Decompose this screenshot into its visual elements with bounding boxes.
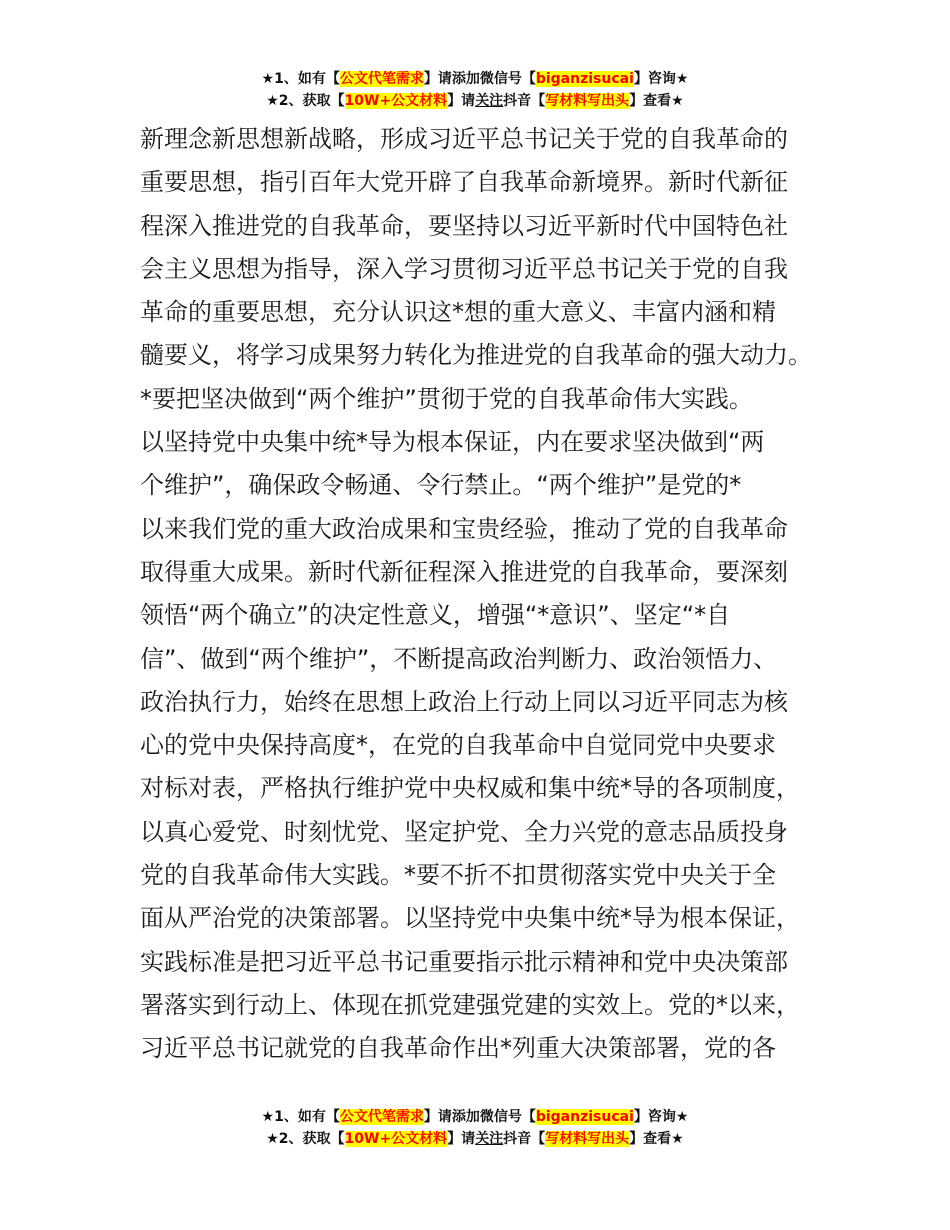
body-line: 程深入推进党的自我革命，要坚持以习近平新时代中国特色社 [140, 211, 788, 240]
body-line: 领悟“两个确立”的决定性意义，增强“*意识”、坚定“*自 [140, 601, 731, 630]
banner-text: ★2、获取【 [266, 93, 345, 109]
banner-text: 】请添加微信号【 [423, 71, 536, 87]
body-line: 以来我们党的重大政治成果和宝贵经验，推动了党的自我革命 [140, 514, 788, 543]
body-line: 以真心爱党、时刻忧党、坚定护党、全力兴党的意志品质投身 [140, 817, 788, 846]
body-line: 心的党中央保持高度*，在党的自我革命中自觉同党中央要求 [140, 731, 776, 760]
banner-highlight: 公文代笔需求 [339, 71, 424, 87]
banner-underline: 关注 [475, 1131, 504, 1147]
body-line: 重要思想，指引百年大党开辟了自我革命新境界。新时代新征 [140, 168, 788, 197]
banner-highlight-douyin: 写材料写出头 [545, 1131, 630, 1147]
banner-highlight: 公文代笔需求 [339, 1109, 424, 1125]
banner-highlight-douyin: 写材料写出头 [545, 93, 630, 109]
document-body [140, 118, 840, 1071]
banner-text: 抖音【 [503, 1131, 546, 1147]
body-line: 政治执行力，始终在思想上政治上行动上同以习近平同志为核 [140, 687, 788, 716]
banner-highlight-wechat-id: biganzisucai [535, 1109, 634, 1125]
body-line: 取得重大成果。新时代新征程深入推进党的自我革命，要深刻 [140, 557, 788, 586]
body-line: 会主义思想为指导，深入学习贯彻习近平总书记关于党的自我 [140, 254, 788, 283]
body-line: 新理念新思想新战略，形成习近平总书记关于党的自我革命的 [140, 125, 788, 153]
banner-text: ★1、如有【 [261, 71, 340, 87]
body-line: 髓要义，将学习成果努力转化为推进党的自我革命的强大动力。 [140, 341, 812, 370]
banner-line-2 [0, 1128, 950, 1150]
body-line: 党的自我革命伟大实践。*要不折不扣贯彻落实党中央关于全 [140, 861, 776, 890]
body-line: 习近平总书记就党的自我革命作出*列重大决策部署，党的各 [140, 1034, 776, 1063]
body-line: 署落实到行动上、体现在抓党建强党建的实效上。党的*以来， [140, 990, 800, 1019]
banner-underline: 关注 [475, 93, 504, 109]
body-line: 个维护”，确保政令畅通、令行禁止。“两个维护”是党的* [140, 471, 742, 500]
banner-text: 】查看★ [629, 93, 684, 109]
body-line: *要把坚决做到“两个维护”贯彻于党的自我革命伟大实践。 [140, 384, 753, 413]
banner-highlight: 10W+公文材料 [344, 1131, 448, 1147]
banner-text: 】查看★ [629, 1131, 684, 1147]
banner-text: 】咨询★ [633, 71, 689, 87]
body-line: 信”、做到“两个维护”，不断提高政治判断力、政治领悟力、 [140, 644, 778, 673]
banner-text: 抖音【 [503, 93, 546, 109]
banner-highlight: 10W+公文材料 [344, 93, 448, 109]
banner-text: 】请添加微信号【 [423, 1109, 536, 1125]
banner-line-2 [0, 90, 950, 112]
banner-highlight-wechat-id: biganzisucai [535, 71, 634, 87]
body-line: 实践标准是把习近平总书记重要指示批示精神和党中央决策部 [140, 947, 788, 976]
banner-text: ★1、如有【 [261, 1109, 340, 1125]
banner-text: ★2、获取【 [266, 1131, 345, 1147]
body-line: 面从严治党的决策部署。以坚持党中央集中统*导为根本保证， [140, 904, 800, 933]
body-line: 革命的重要思想，充分认识这*想的重大意义、丰富内涵和精 [140, 298, 776, 327]
body-line: 对标对表，严格执行维护党中央权威和集中统*导的各项制度， [140, 774, 800, 803]
banner-text: 】咨询★ [633, 1109, 689, 1125]
banner-text: 】请 [447, 93, 476, 109]
footer-banner [0, 1106, 950, 1150]
banner-line-1 [0, 68, 950, 90]
banner-line-1 [0, 1106, 950, 1128]
banner-text: 】请 [447, 1131, 476, 1147]
body-line: 以坚持党中央集中统*导为根本保证，内在要求坚决做到“两 [140, 428, 765, 457]
header-banner [0, 68, 950, 112]
